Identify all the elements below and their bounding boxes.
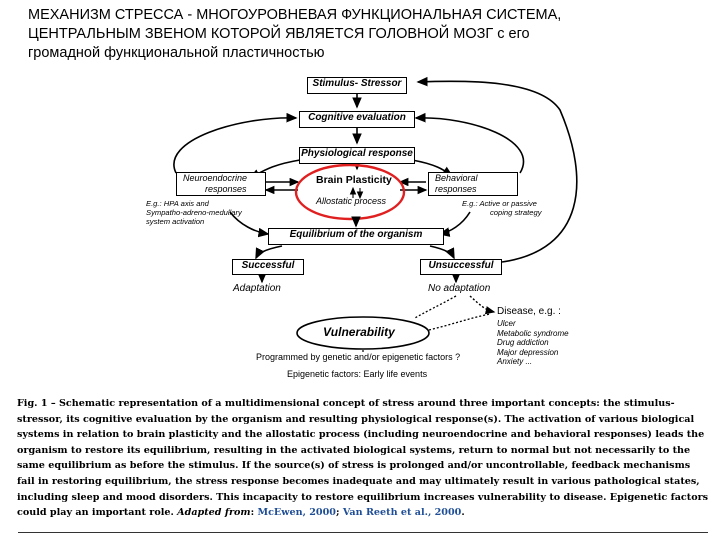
arrow-eq-unsuccessful: [430, 246, 454, 258]
behav-note: [462, 199, 542, 217]
arrow-eq-successful: [256, 246, 282, 258]
disease-item: Major depression: [497, 347, 559, 357]
arrow-vulnerability-disease: [429, 314, 490, 330]
adaptation-label: Adaptation: [233, 283, 281, 294]
caption-adapted: Adapted from: [177, 507, 251, 519]
figure-caption: [17, 396, 709, 521]
stimulus-box: Stimulus- Stressor: [307, 77, 407, 94]
unsuccessful-box: Unsuccessful: [420, 259, 502, 275]
bottom-divider: [18, 532, 708, 533]
behav-label-line-2: responses: [435, 184, 477, 194]
equilibrium-box: Equilibrium of the organism: [268, 228, 444, 245]
reference-van-reeth[interactable]: Van Reeth et al., 2000: [342, 507, 462, 519]
disease-item: Ulcer: [497, 319, 516, 328]
disease-item: Metabolic syndrome: [497, 328, 569, 338]
neuro-label-line-1: Neuroendocrine: [183, 173, 248, 183]
epigenetic-label: Epigenetic factors: Early life events: [287, 369, 428, 379]
successful-box: Successful: [232, 259, 304, 275]
arrow-noadapt-disease: [470, 296, 494, 312]
caption-colon: :: [250, 507, 258, 519]
disease-item: Drug addiction: [497, 338, 549, 348]
physiological-response-box: Physiological response: [299, 147, 415, 164]
disease-label: Disease, e.g. :: [497, 306, 561, 317]
title-line-1: МЕХАНИЗМ СТРЕССА - МНОГОУРОВНЕВАЯ ФУНКЦИОНАЛЬНАЯ СИСТЕМА,: [28, 7, 562, 23]
no-adaptation-label: No adaptation: [428, 283, 491, 294]
behav-label-line-1: Behavioral: [435, 173, 478, 183]
vulnerability-label: Vulnerability: [323, 325, 395, 339]
neuro-note: [146, 199, 242, 226]
behavioral-box: [428, 172, 518, 196]
behav-note-line-1: E.g.: Active or passive: [462, 199, 537, 208]
neuro-note-line-1: E.g.: HPA axis and: [146, 199, 209, 208]
behav-note-line-2: coping strategy: [490, 208, 542, 217]
neuroendocrine-box: [176, 172, 266, 196]
title-line-3: громадной функциональной пластичностью: [28, 45, 325, 61]
reference-mcewen[interactable]: McEwen, 2000: [257, 507, 336, 519]
title-line-2: ЦЕНТРАЛЬНЫМ ЗВЕНОМ КОТОРОЙ ЯВЛЯЕТСЯ ГОЛОВНОЙ МОЗГ с его: [28, 26, 530, 42]
neuro-note-line-2: Sympatho-adreno-medullary: [146, 208, 242, 217]
caption-end: .: [461, 507, 465, 519]
caption-lead: Fig. 1 – Schematic representation of a multidimensional concept of stress around three important concepts: the stimulus-stressor, its cognitive evaluation by the organism and resulting physiological response(s). The activation of various biological systems in relation to brain plasticity and the allostatic process: [17, 398, 695, 441]
neuro-note-line-3: system activation: [146, 217, 205, 226]
allostatic-process-label: Allostatic process: [316, 196, 387, 206]
disease-list: [497, 319, 569, 367]
arrow-noadapt-vulnerability: [415, 296, 456, 318]
neuro-label-line-2: responses: [205, 184, 247, 194]
disease-item: Anxiety ...: [497, 357, 533, 367]
caption-body: (including neuroendocrine and behavioral responses) leads the organism to restore its equilibrium, resulting in the activated biological systems, return to normal but not necessarily to the same equilibrium as before the stimulus. If the source(s) of stress is prolonged and/or uncontrollable, feedback mechanisms fail in restoring equilibrium, the stress response becomes inadequate and may ultimately result in various pathological states, including sleep and mood disorders. This incapacity to restore equilibrium increases vulnerability to disease. Epigenetic factors could play an important role.: [17, 429, 709, 519]
caption-sep: ;: [335, 507, 343, 519]
brain-plasticity-label: Brain Plasticity: [316, 174, 392, 186]
programmed-label: Programmed by genetic and/or epigenetic factors ?: [256, 352, 461, 362]
cognitive-evaluation-box: Cognitive evaluation: [299, 111, 415, 128]
